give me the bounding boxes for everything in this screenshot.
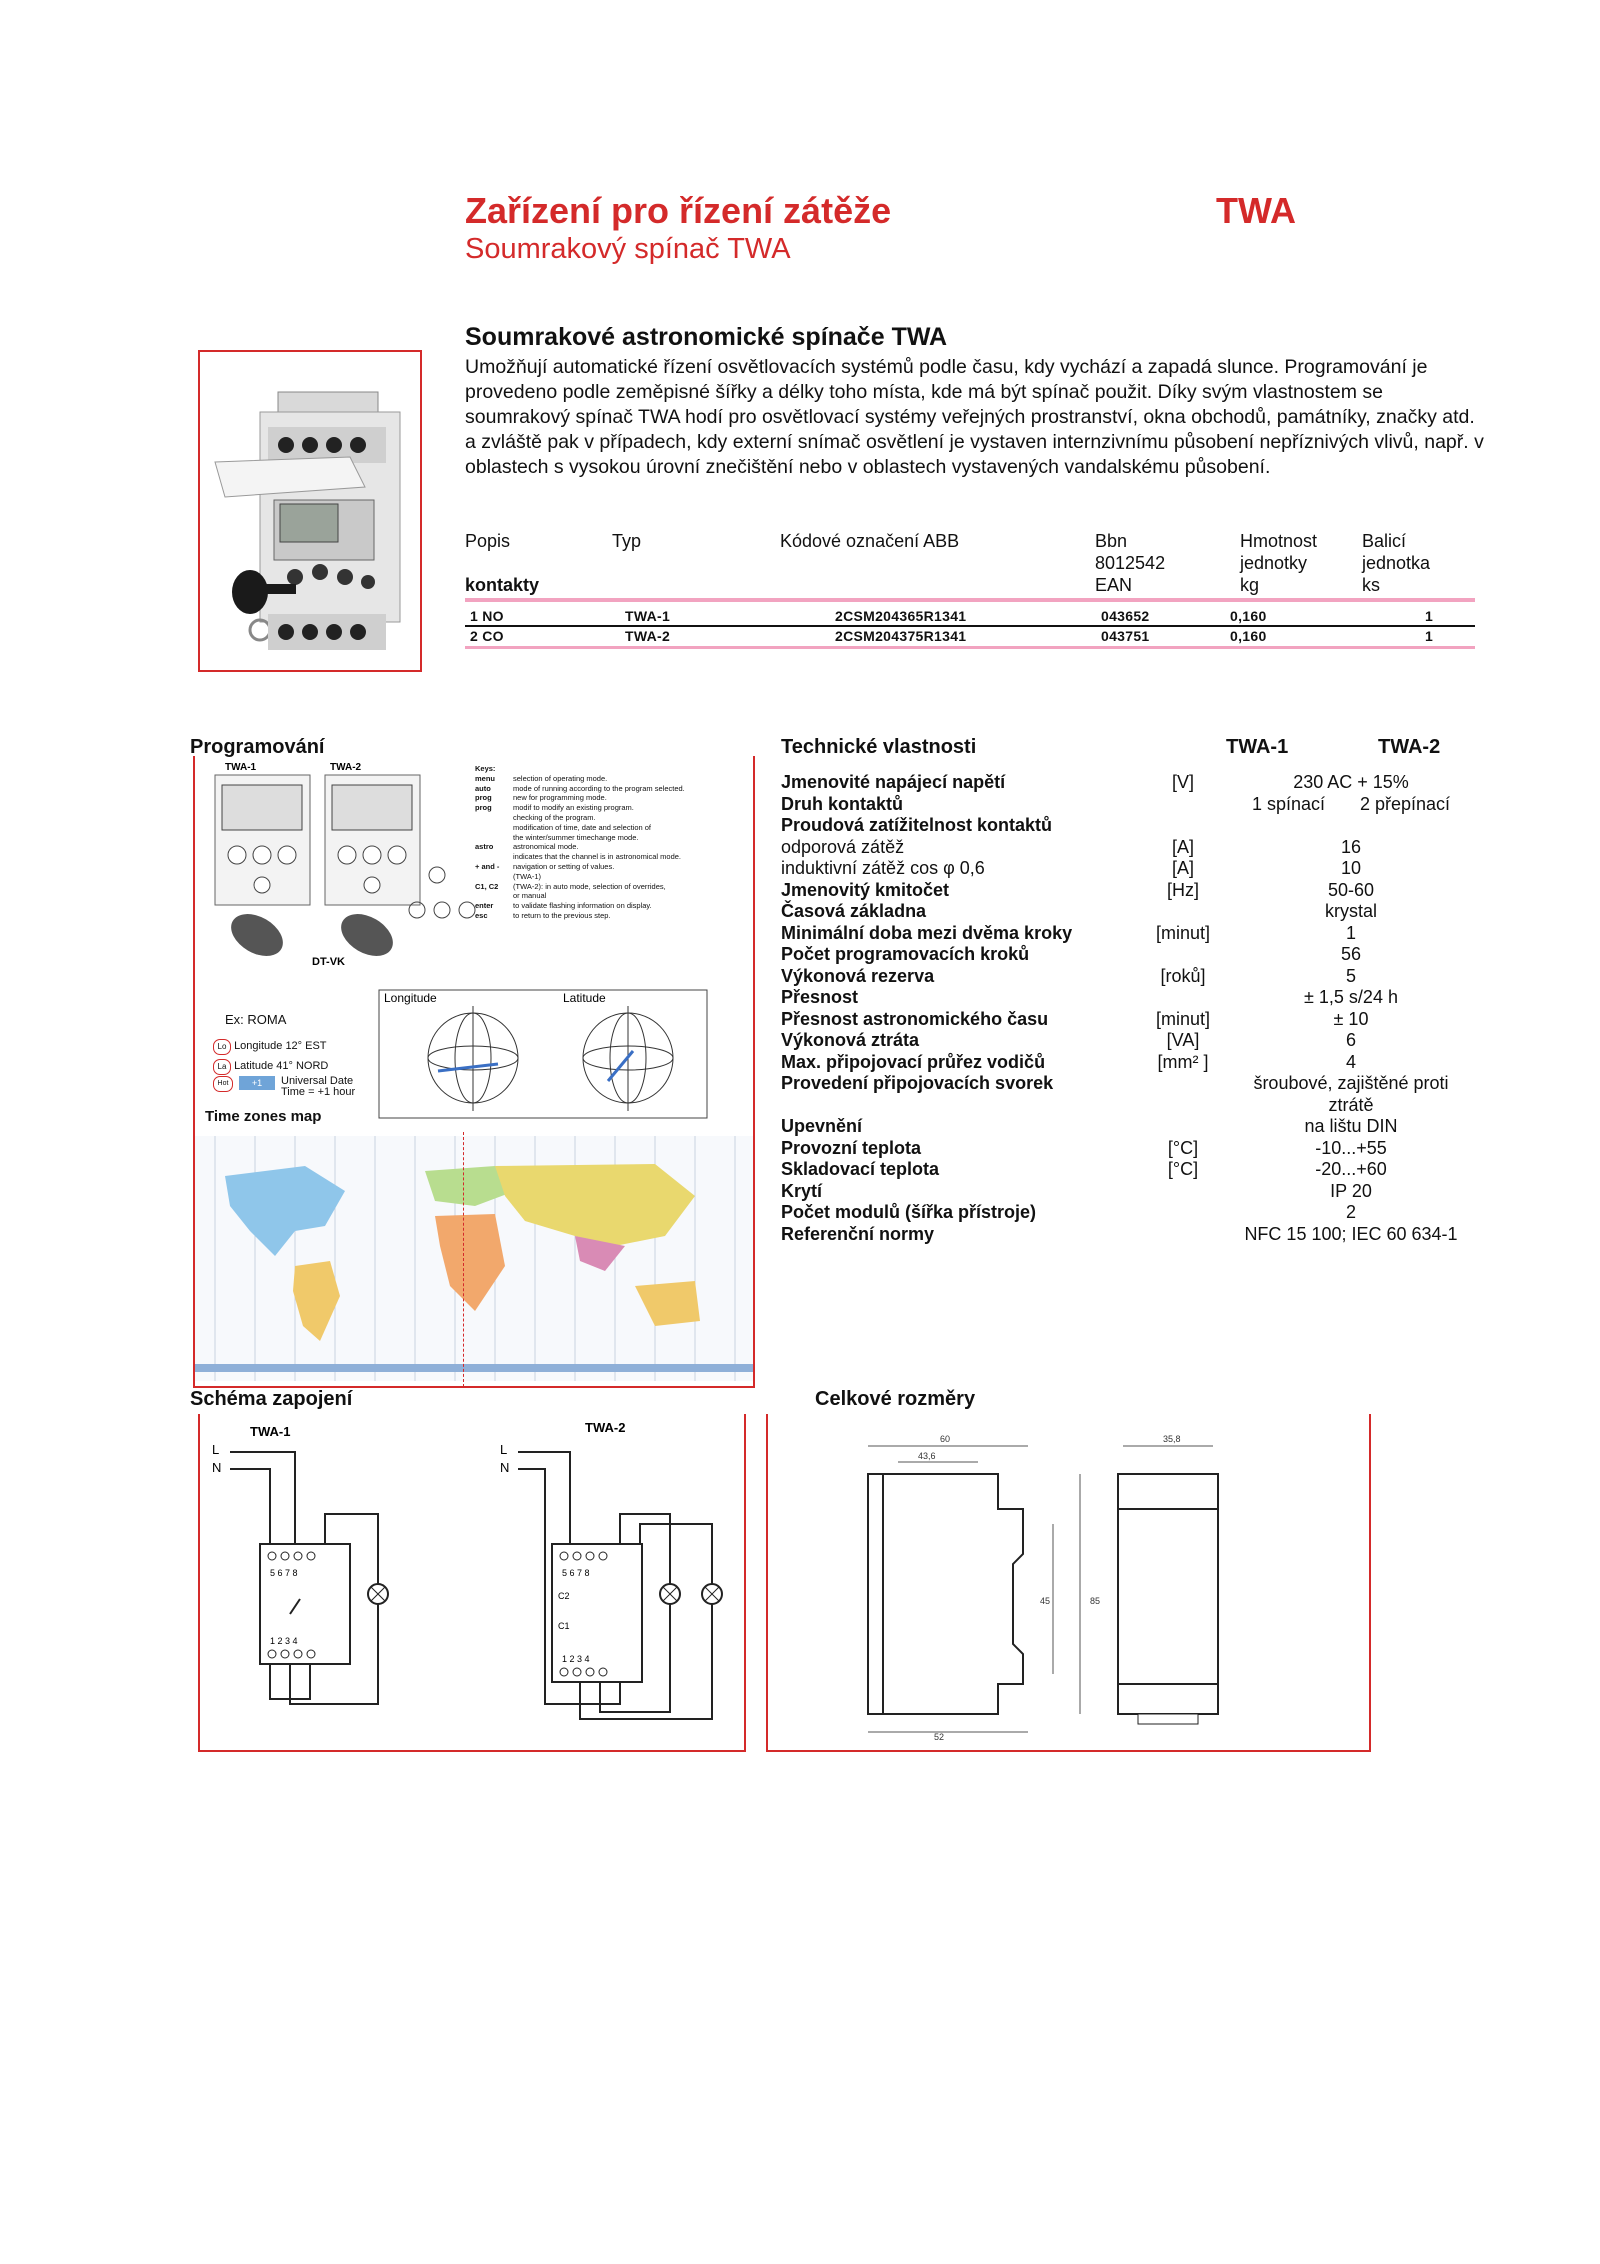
longitude-label: Longitude <box>384 991 437 1005</box>
row-2-kg: 0,160 <box>1230 628 1267 644</box>
dim-45: 45 <box>1040 1596 1051 1606</box>
key-name: C1, C2 <box>475 881 499 891</box>
time-zones-title: Time zones map <box>205 1108 322 1125</box>
hot-badge: Hot <box>213 1076 233 1092</box>
meridian-line <box>463 1132 464 1387</box>
page-subtitle: Soumrakový spínač TWA <box>465 233 791 265</box>
tech-row-unit: [°C] <box>1167 1159 1199 1179</box>
keys-legend <box>475 764 750 921</box>
key-description: mode of running according to the program selected. <box>513 783 685 793</box>
key-description: astronomical mode. <box>513 842 579 852</box>
tech-row-unit: [A] <box>1171 836 1194 857</box>
tech-row-label: Počet modulů (šířka přístroje) <box>781 1202 1037 1222</box>
tech-row-value: krystal <box>1324 901 1377 921</box>
key-description: (TWA-2): in auto mode, selection of overrides, <box>513 881 666 891</box>
row-divider <box>465 625 1475 627</box>
col-kontakty: kontakty <box>465 575 540 595</box>
tech-row-unit: [minut] <box>1155 922 1211 943</box>
keys-list <box>475 774 750 921</box>
tech-row-label: odporová zátěž <box>781 836 905 857</box>
row-2-kod: 2CSM204375R1341 <box>835 628 967 644</box>
time-zones-map <box>195 1136 753 1381</box>
tech-row-value: šroubové, zajištěné proti <box>1253 1073 1449 1093</box>
tech-row-value: 1 <box>1345 922 1356 943</box>
key-row <box>475 911 750 921</box>
page-title: Zařízení pro řízení zátěže <box>465 190 892 231</box>
tech-row-unit: [minut] <box>1155 1008 1211 1029</box>
tech-row-value: 16 <box>1340 836 1362 857</box>
row-1-ean: 043652 <box>1101 608 1150 624</box>
key-description: (TWA-1) <box>513 871 542 881</box>
col-hm-1: Hmotnost <box>1240 531 1318 551</box>
key-row <box>475 882 750 892</box>
key-name <box>475 852 513 862</box>
tech-row-label: Max. připojovací průřez vodičů <box>781 1051 1046 1072</box>
hot-text-2: Time = +1 hour <box>281 1086 356 1098</box>
twa2-top-terminals: 5 6 7 8 <box>562 1568 590 1578</box>
hot-value: +1 <box>239 1076 275 1090</box>
twa2-bottom-terminals: 1 2 3 4 <box>562 1654 590 1664</box>
key-name: astro <box>475 842 494 852</box>
key-row <box>475 833 750 843</box>
key-row <box>475 872 750 882</box>
key-description: navigation or setting of values. <box>513 861 615 871</box>
tech-row-unit: [VA] <box>1166 1030 1200 1050</box>
tech-row-value: NFC 15 100; IEC 60 634-1 <box>1244 1223 1458 1244</box>
tech-row-value: 2 <box>1345 1202 1356 1222</box>
col-bal-1: Balicí <box>1362 531 1407 551</box>
wiring-frame <box>198 1414 746 1752</box>
dim-43: 43,6 <box>918 1451 936 1461</box>
twa1-label: TWA-1 <box>225 762 257 773</box>
globe-diagrams <box>378 986 708 1121</box>
twa2-label: TWA-2 <box>330 762 362 773</box>
programming-frame <box>193 756 755 1388</box>
row-1-ks: 1 <box>1425 608 1434 624</box>
wiring-title: Schéma zapojení <box>190 1388 353 1410</box>
key-row <box>475 852 750 862</box>
tech-row-label: Skladovací teplota <box>781 1159 940 1179</box>
twa1-bottom-terminals: 1 2 3 4 <box>270 1636 298 1646</box>
intro-text: Umožňují automatické řízení osvětlovacích systémů podle času, kdy vychází a zapadá slunce. Programování je provedeno podle zeměpisné šířky a délky toho místa, kde má být spínač použit. Díky svým vlastnostem se soumrakový spínač TWA hodí pro osvětlovací systémy veřejných prostranství, okna obchodů, památníky, značky atd. a zvláště pak v případech, kdy externí snímač osvětlení je vystaven internzivnímu působení nepříznivých vlivů, např. v oblastech s vysokou úrovní znečištění nebo v oblastech vystavených vandalskému působení. <box>465 356 1484 478</box>
dim-52: 52 <box>934 1732 945 1742</box>
tech-row-value: 4 <box>1345 1051 1356 1072</box>
tech-row-value: 5 <box>1345 965 1356 986</box>
key-name: enter <box>475 901 494 911</box>
key-description: modification of time, date and selection of <box>513 822 651 832</box>
tech-row-unit: [mm² ] <box>1157 1051 1209 1072</box>
lo-text: Longitude 12° EST <box>234 1040 327 1052</box>
row-1-typ: TWA-1 <box>625 608 671 624</box>
tech-row-value: 6 <box>1345 1030 1356 1050</box>
key-description: or manual <box>513 891 547 901</box>
dims-frame <box>766 1414 1371 1752</box>
keys-title: Keys: <box>475 764 496 773</box>
tech-row-label: Výkonová rezerva <box>781 965 935 986</box>
order-table <box>465 530 1475 650</box>
row-2-ean: 043751 <box>1101 628 1150 644</box>
la-text: Latitude 41° NORD <box>234 1060 329 1072</box>
key-row <box>475 901 750 911</box>
tech-row-label: induktivní zátěž cos φ 0,6 <box>781 858 985 878</box>
col-kod: Kódové označení ABB <box>780 531 960 551</box>
key-name <box>475 813 513 823</box>
tech-row-value: 10 <box>1340 858 1362 878</box>
key-name: esc <box>475 910 488 920</box>
row-2-popis: 2 CO <box>470 628 504 644</box>
lo-badge: Lo <box>213 1039 231 1055</box>
key-row <box>475 784 750 794</box>
header-divider <box>465 598 1475 602</box>
row-1-popis: 1 NO <box>470 608 504 624</box>
key-name: + and - <box>475 861 500 871</box>
dim-35: 35,8 <box>1163 1434 1181 1444</box>
la-badge: La <box>213 1059 231 1075</box>
l-label-2: L <box>500 1442 508 1457</box>
tech-row-label: Jmenovitý kmitočet <box>781 879 950 900</box>
twa-device-diagrams <box>207 760 497 980</box>
world-map-image <box>195 1136 753 1381</box>
key-name: prog <box>475 793 492 803</box>
key-name: prog <box>475 803 492 813</box>
latitude-label: Latitude <box>563 991 606 1005</box>
dims-title: Celkové rozměry <box>815 1388 976 1410</box>
key-row <box>475 793 750 803</box>
table-bottom-line <box>465 646 1475 649</box>
key-name <box>475 872 513 882</box>
l-label-1: L <box>212 1442 220 1457</box>
tech-row-value: 56 <box>1340 944 1362 964</box>
tech-row-label: Přesnost <box>781 987 859 1007</box>
key-row <box>475 891 750 901</box>
c2-label: C2 <box>558 1591 570 1601</box>
tech-row-value: -20...+60 <box>1315 1159 1387 1179</box>
tech-row-value: ± 10 <box>1333 1008 1369 1029</box>
key-description: the winter/summer timechange mode. <box>513 832 639 842</box>
key-description: to validate flashing information on display. <box>513 901 652 911</box>
tech-row-value: IP 20 <box>1330 1180 1372 1201</box>
tech-col-twa1: TWA-1 <box>1226 736 1289 758</box>
tech-row-label: Provozní teplota <box>781 1137 922 1158</box>
key-row <box>475 813 750 823</box>
tech-row-label: Počet programovacích kroků <box>781 944 1030 964</box>
tech-row-unit: [A] <box>1171 858 1194 878</box>
tech-row-label: Upevnění <box>781 1116 863 1136</box>
n-label-2: N <box>500 1460 510 1475</box>
col-bbn-3: EAN <box>1095 575 1133 595</box>
col-popis: Popis <box>465 531 511 551</box>
row-1-kg: 0,160 <box>1230 608 1267 624</box>
n-label-1: N <box>212 1460 222 1475</box>
tech-table <box>781 772 1481 1252</box>
key-name: menu <box>475 773 496 783</box>
wiring-twa1-label: TWA-1 <box>250 1424 291 1439</box>
tech-row-label: Provedení připojovacích svorek <box>781 1073 1054 1093</box>
key-name <box>475 891 513 901</box>
tech-row-value: 230 AC + 15% <box>1293 772 1409 792</box>
tech-row-value: ± 1,5 s/24 h <box>1304 987 1398 1007</box>
tech-row-label: Časová základna <box>781 901 927 921</box>
key-row <box>475 823 750 833</box>
col-typ: Typ <box>612 531 642 551</box>
tech-row-label: Krytí <box>781 1180 823 1201</box>
tech-row-label: Referenční normy <box>781 1223 935 1244</box>
key-description: modif to modify an existing program. <box>513 803 634 813</box>
tech-row-value: 1 spínací 2 přepínací <box>1251 793 1451 814</box>
row-2-typ: TWA-2 <box>625 628 671 644</box>
wiring-diagram <box>200 1414 744 1748</box>
key-row <box>475 774 750 784</box>
wiring-twa2-label: TWA-2 <box>585 1420 626 1435</box>
key-name <box>475 823 513 833</box>
c1-label: C1 <box>558 1621 570 1631</box>
tech-row-label: Minimální doba mezi dvěma kroky <box>781 922 1073 943</box>
section-heading: Soumrakové astronomické spínače TWA <box>465 323 948 351</box>
key-description: checking of the program. <box>513 812 596 822</box>
row-1-kod: 2CSM204365R1341 <box>835 608 967 624</box>
tech-row-label: Jmenovité napájecí napětí <box>781 772 1006 792</box>
tech-row-unit: [°C] <box>1167 1137 1199 1158</box>
key-name: auto <box>475 783 491 793</box>
tech-row-value: -10...+55 <box>1315 1137 1387 1158</box>
tech-row-label: Proudová zatížitelnost kontaktů <box>781 815 1053 835</box>
product-photo <box>198 350 422 672</box>
tech-row-label: Přesnost astronomického času <box>781 1008 1049 1029</box>
col-bal-2: jednotka <box>1362 553 1431 573</box>
tech-row-value: 50-60 <box>1327 879 1375 900</box>
col-hm-3: kg <box>1240 575 1260 595</box>
tech-row-value: na lištu DIN <box>1304 1116 1398 1136</box>
tech-row-unit: [Hz] <box>1166 879 1199 900</box>
key-description: selection of operating mode. <box>513 773 608 783</box>
tech-row-unit: [V] <box>1171 772 1194 792</box>
tech-row-unit: [roků] <box>1160 965 1206 986</box>
key-description: indicates that the channel is in astronomical mode. <box>513 852 682 862</box>
hot-text-1: Universal Date <box>281 1075 354 1087</box>
tech-title: Technické vlastnosti <box>781 736 977 758</box>
col-bbn-2: 8012542 <box>1095 553 1166 573</box>
dim-60: 60 <box>940 1434 951 1444</box>
col-bal-3: ks <box>1362 575 1380 595</box>
key-row <box>475 862 750 872</box>
col-hm-2: jednotky <box>1240 553 1308 573</box>
example-legend <box>213 1036 403 1098</box>
programming-title: Programování <box>190 736 325 758</box>
tech-col-twa2: TWA-2 <box>1378 736 1441 758</box>
key-name <box>475 833 513 843</box>
row-2-ks: 1 <box>1425 628 1434 644</box>
dim-85: 85 <box>1090 1596 1101 1606</box>
twa1-top-terminals: 5 6 7 8 <box>270 1568 298 1578</box>
col-bbn-1: Bbn <box>1095 531 1128 551</box>
key-description: new for programming mode. <box>513 793 607 803</box>
dimensions-drawing <box>768 1414 1369 1748</box>
tech-row-value: ztrátě <box>1328 1094 1374 1115</box>
tech-row-label: Druh kontaktů <box>781 793 904 814</box>
example-label: Ex: ROMA <box>225 1012 287 1027</box>
product-code: TWA <box>1216 190 1296 231</box>
key-row <box>475 842 750 852</box>
key-description: to return to the previous step. <box>513 910 611 920</box>
dtvk-label: DT-VK <box>312 956 345 968</box>
tech-row-label: Výkonová ztráta <box>781 1030 920 1050</box>
key-row <box>475 803 750 813</box>
din-timer-device-image <box>200 352 420 670</box>
